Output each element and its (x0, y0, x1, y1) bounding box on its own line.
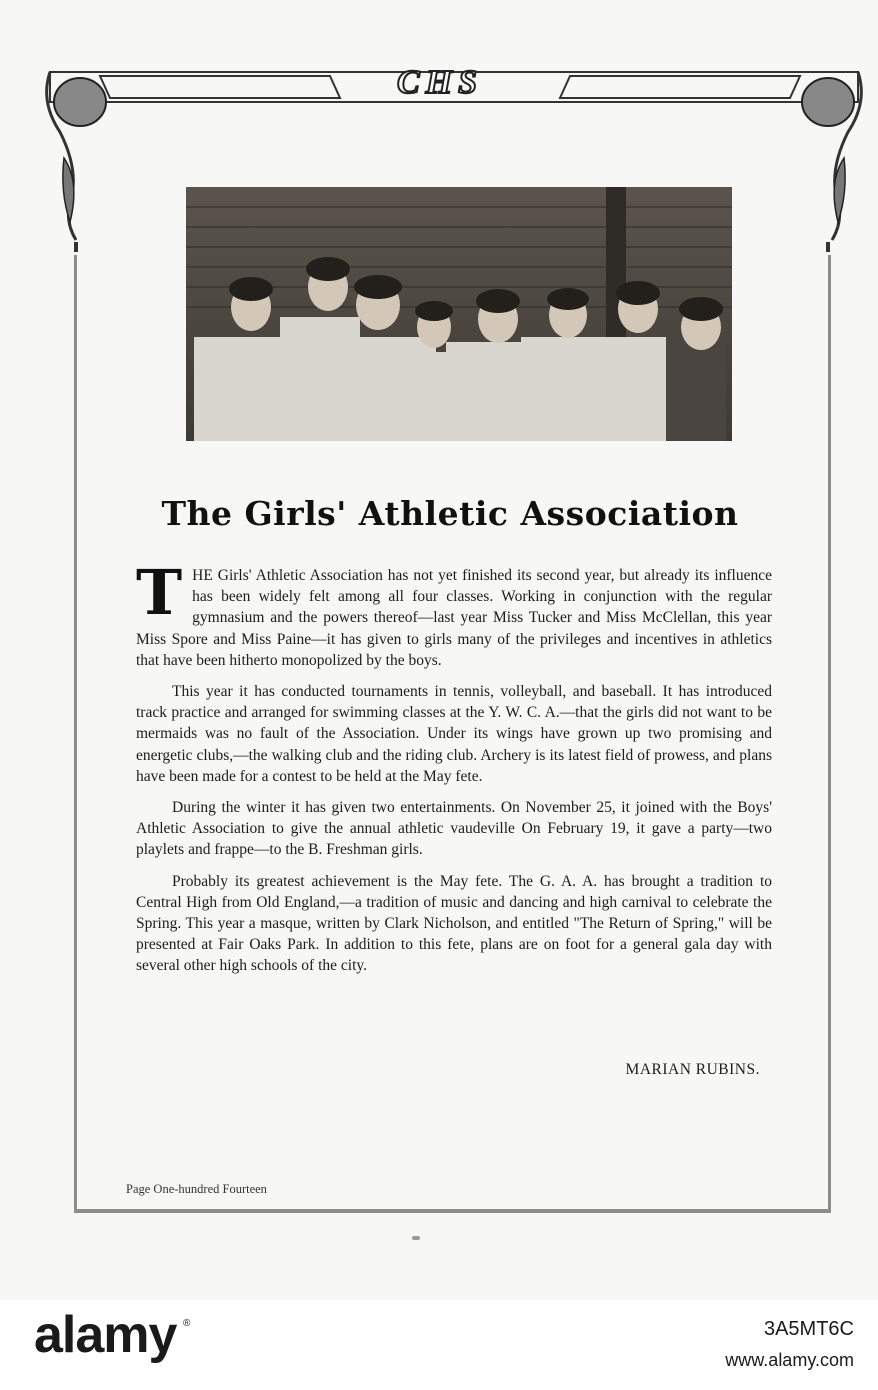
article-paragraph-2: This year it has conducted tournaments in tennis, volleyball, and baseball. It has introduced track practice and arranged for swimming classes at the Y. W. C. A.—that the girls did not want to be mermaids was no fault of the Association. Under its wings have grown up two promising and energetic clubs,—the walking club and the riding club. Archery is its latest field of prowess, and plans have been made for a contest to be held at the May fete. (136, 683, 772, 785)
print-mark (412, 1236, 420, 1240)
article-paragraph-1: THE Girls' Athletic Association has not yet finished its second year, but already its influence has been widely felt among all four classes. Working in conjunction with the regular gymnasium and the powers thereof—last year Miss Tucker and Miss McClellan, this year Miss Spore and Miss Paine—it has given to girls many of the privileges and incentives in athletics that have been hitherto monopolized by the boys. (136, 556, 772, 669)
image-id: 3A5MT6C (763, 1318, 854, 1340)
trademark-symbol: ® (183, 1318, 191, 1329)
alamy-logo: alamy (34, 1306, 177, 1364)
article-paragraph-3: During the winter it has given two entertainments. On November 25, it joined with the Boys' Athletic Association to give the annual athletic vaudeville On February 19, it gave a party—two playlets and frappe—to the B. Freshman girls. (136, 799, 772, 859)
team-photo (186, 187, 732, 441)
page-border-left (74, 255, 77, 1212)
article-paragraph-4: Probably its greatest achievement is the May fete. The G. A. A. has brought a tradition to Central High from Old England,—a tradition of music and dancing and high carnival to celebrate the Spring. This year a masque, written by Clark Nicholson, and entitled "The Return of Spring," will be presented at Fair Oaks Park. In addition to this fete, plans are on foot for a general gala day with several other high schools of the city. (136, 872, 772, 975)
group-photo-icon (186, 187, 732, 441)
monogram-title: CHS (396, 64, 484, 101)
author-signature: MARIAN RUBINS. (625, 1061, 760, 1078)
drop-cap: T (136, 556, 183, 629)
page-border-right (828, 255, 831, 1212)
article-title: The Girls' Athletic Association (161, 494, 739, 533)
page-number: Page One-hundred Fourteen (126, 1182, 267, 1196)
watermark-url: www.alamy.com (725, 1350, 854, 1370)
article-body (136, 556, 772, 987)
page-border-bottom (74, 1209, 831, 1213)
